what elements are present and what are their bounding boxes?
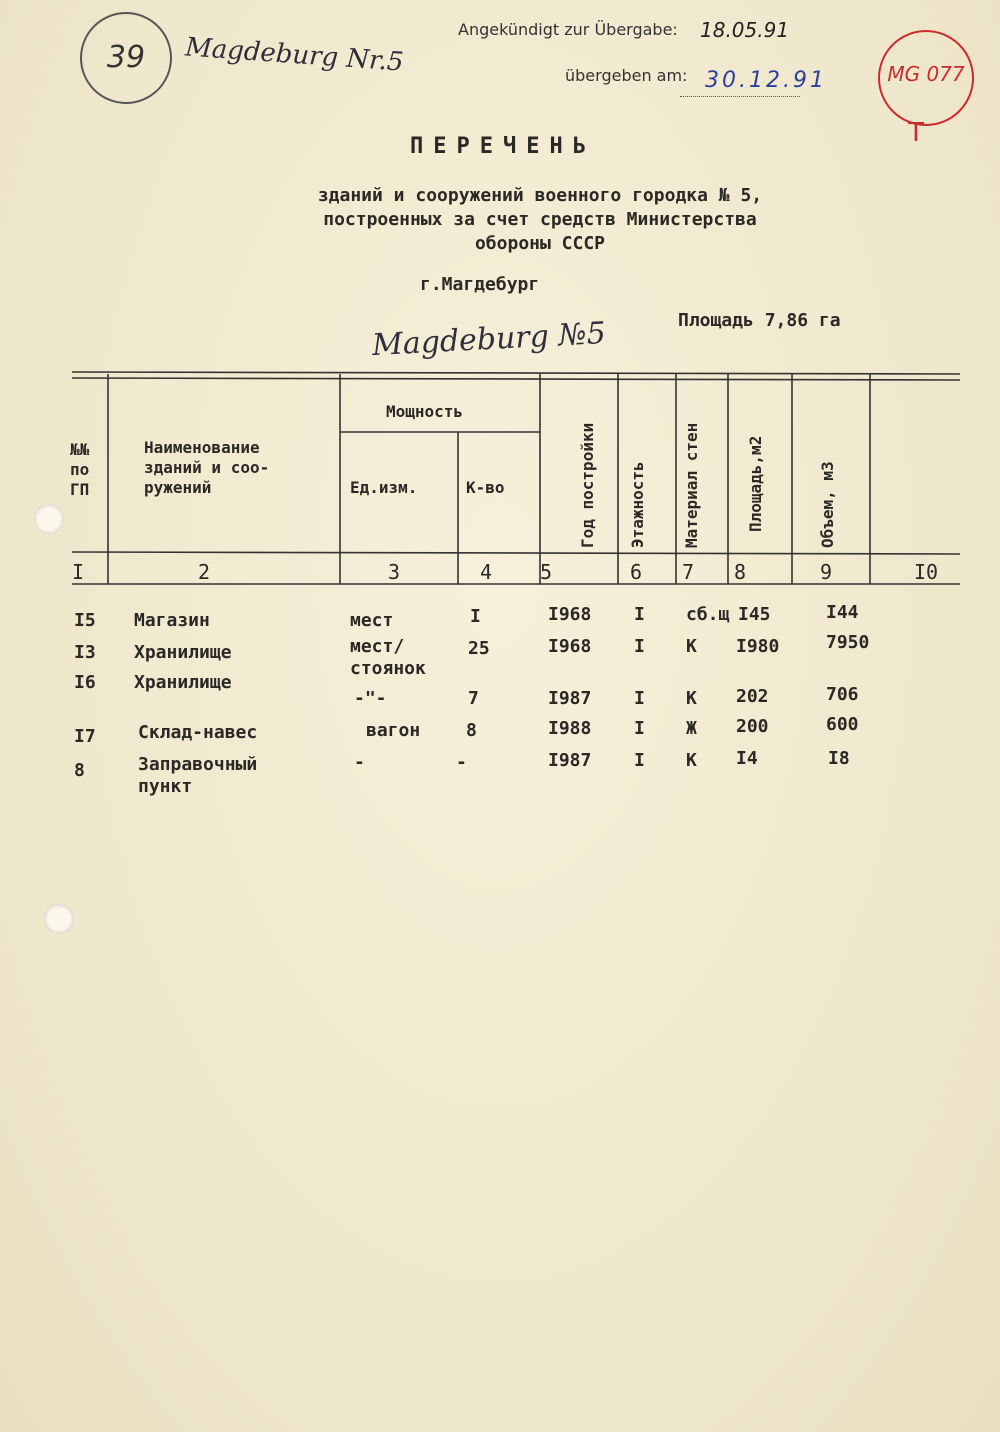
column-number: 2: [198, 560, 211, 584]
punch-hole: [34, 504, 64, 534]
row-area: I980: [736, 636, 780, 657]
row-floors: I: [634, 636, 645, 657]
header-area: Площадь,м2: [746, 435, 765, 532]
red-mark: T: [908, 118, 924, 148]
handed-over-date: 30.12.91: [705, 68, 827, 93]
punch-hole: [44, 904, 74, 934]
row-num: I3: [74, 642, 96, 663]
row-unit: -"-: [354, 688, 387, 709]
row-num: I7: [74, 726, 96, 747]
row-num: 8: [74, 760, 85, 781]
row-year: I988: [548, 718, 592, 739]
row-year: I987: [548, 750, 592, 771]
city-name: г.Магдебург: [420, 274, 540, 295]
column-number: 4: [480, 560, 493, 584]
row-year: I968: [548, 636, 592, 657]
row-qty: 25: [468, 638, 490, 659]
row-name: Хранилище: [134, 672, 232, 693]
header-unit: Ед.изм.: [350, 478, 418, 497]
row-material: К: [686, 636, 697, 657]
header-num: №№ по ГП: [70, 440, 90, 499]
row-area: I4: [736, 748, 758, 769]
header-capacity: Мощность: [386, 402, 464, 421]
header-volume: Объем, м3: [818, 461, 837, 548]
document-title: ПЕРЕЧЕНЬ: [410, 134, 596, 159]
handed-over-label: übergeben am:: [565, 66, 688, 85]
row-unit: вагон: [366, 720, 421, 741]
row-area: 202: [736, 686, 769, 707]
row-area: I45: [738, 604, 771, 625]
red-stamp-code: MG 077: [887, 62, 965, 86]
row-unit: -: [354, 752, 365, 773]
column-number: 8: [734, 560, 747, 584]
column-number: 6: [630, 560, 643, 584]
row-name: Заправочный: [138, 754, 258, 775]
row-unit-cont: стоянок: [350, 658, 426, 679]
stamp-number: 39: [106, 40, 146, 75]
announced-label: Angekündigt zur Übergabe:: [458, 20, 678, 39]
row-floors: I: [634, 718, 645, 739]
row-floors: I: [634, 688, 645, 709]
row-area: 200: [736, 716, 769, 737]
row-qty: 8: [466, 720, 477, 741]
column-number: I0: [914, 560, 939, 584]
row-qty: -: [456, 752, 467, 773]
handwritten-note: Magdeburg №5: [371, 315, 607, 364]
row-unit: мест/: [350, 636, 405, 657]
subtitle-line: обороны СССР: [474, 233, 606, 254]
row-name: Склад-навес: [138, 722, 258, 743]
row-material: Ж: [686, 718, 697, 739]
row-volume: I44: [826, 602, 859, 623]
row-year: I968: [548, 604, 592, 625]
row-num: I5: [74, 610, 96, 631]
row-material: К: [686, 688, 697, 709]
row-material: К: [686, 750, 697, 771]
row-qty: 7: [468, 688, 479, 709]
subtitle-line: зданий и сооружений военного городка № 5,: [317, 185, 763, 206]
column-number: I: [72, 560, 85, 584]
row-volume: I8: [828, 748, 850, 769]
subtitle-line: построенных за счет средств Министерства: [323, 209, 757, 230]
header-year: Год постройки: [578, 422, 597, 548]
row-material: сб.щ: [686, 604, 730, 625]
row-year: I987: [548, 688, 592, 709]
column-number: 7: [682, 560, 695, 584]
header-name: Наименование зданий и соо- ружений: [144, 438, 270, 497]
header-qty: К-во: [466, 478, 505, 497]
row-name-cont: пункт: [138, 776, 193, 797]
row-floors: I: [634, 604, 645, 625]
row-num: I6: [74, 672, 96, 693]
announced-date: 18.05.91: [700, 18, 790, 42]
row-volume: 706: [826, 684, 859, 705]
column-number: 3: [388, 560, 401, 584]
row-name: Магазин: [134, 610, 210, 631]
column-number: 5: [540, 560, 553, 584]
row-qty: I: [470, 606, 481, 627]
column-number: 9: [820, 560, 833, 584]
row-volume: 7950: [826, 632, 870, 653]
row-volume: 600: [826, 714, 859, 735]
row-floors: I: [634, 750, 645, 771]
header-material: Материал стен: [682, 422, 701, 548]
row-name: Хранилище: [134, 642, 232, 663]
row-unit: мест: [350, 610, 394, 631]
handwritten-location-note: Magdeburg Nr.5: [184, 32, 405, 78]
header-floors: Этажность: [628, 461, 647, 548]
site-area: Площадь 7,86 га: [678, 310, 841, 331]
